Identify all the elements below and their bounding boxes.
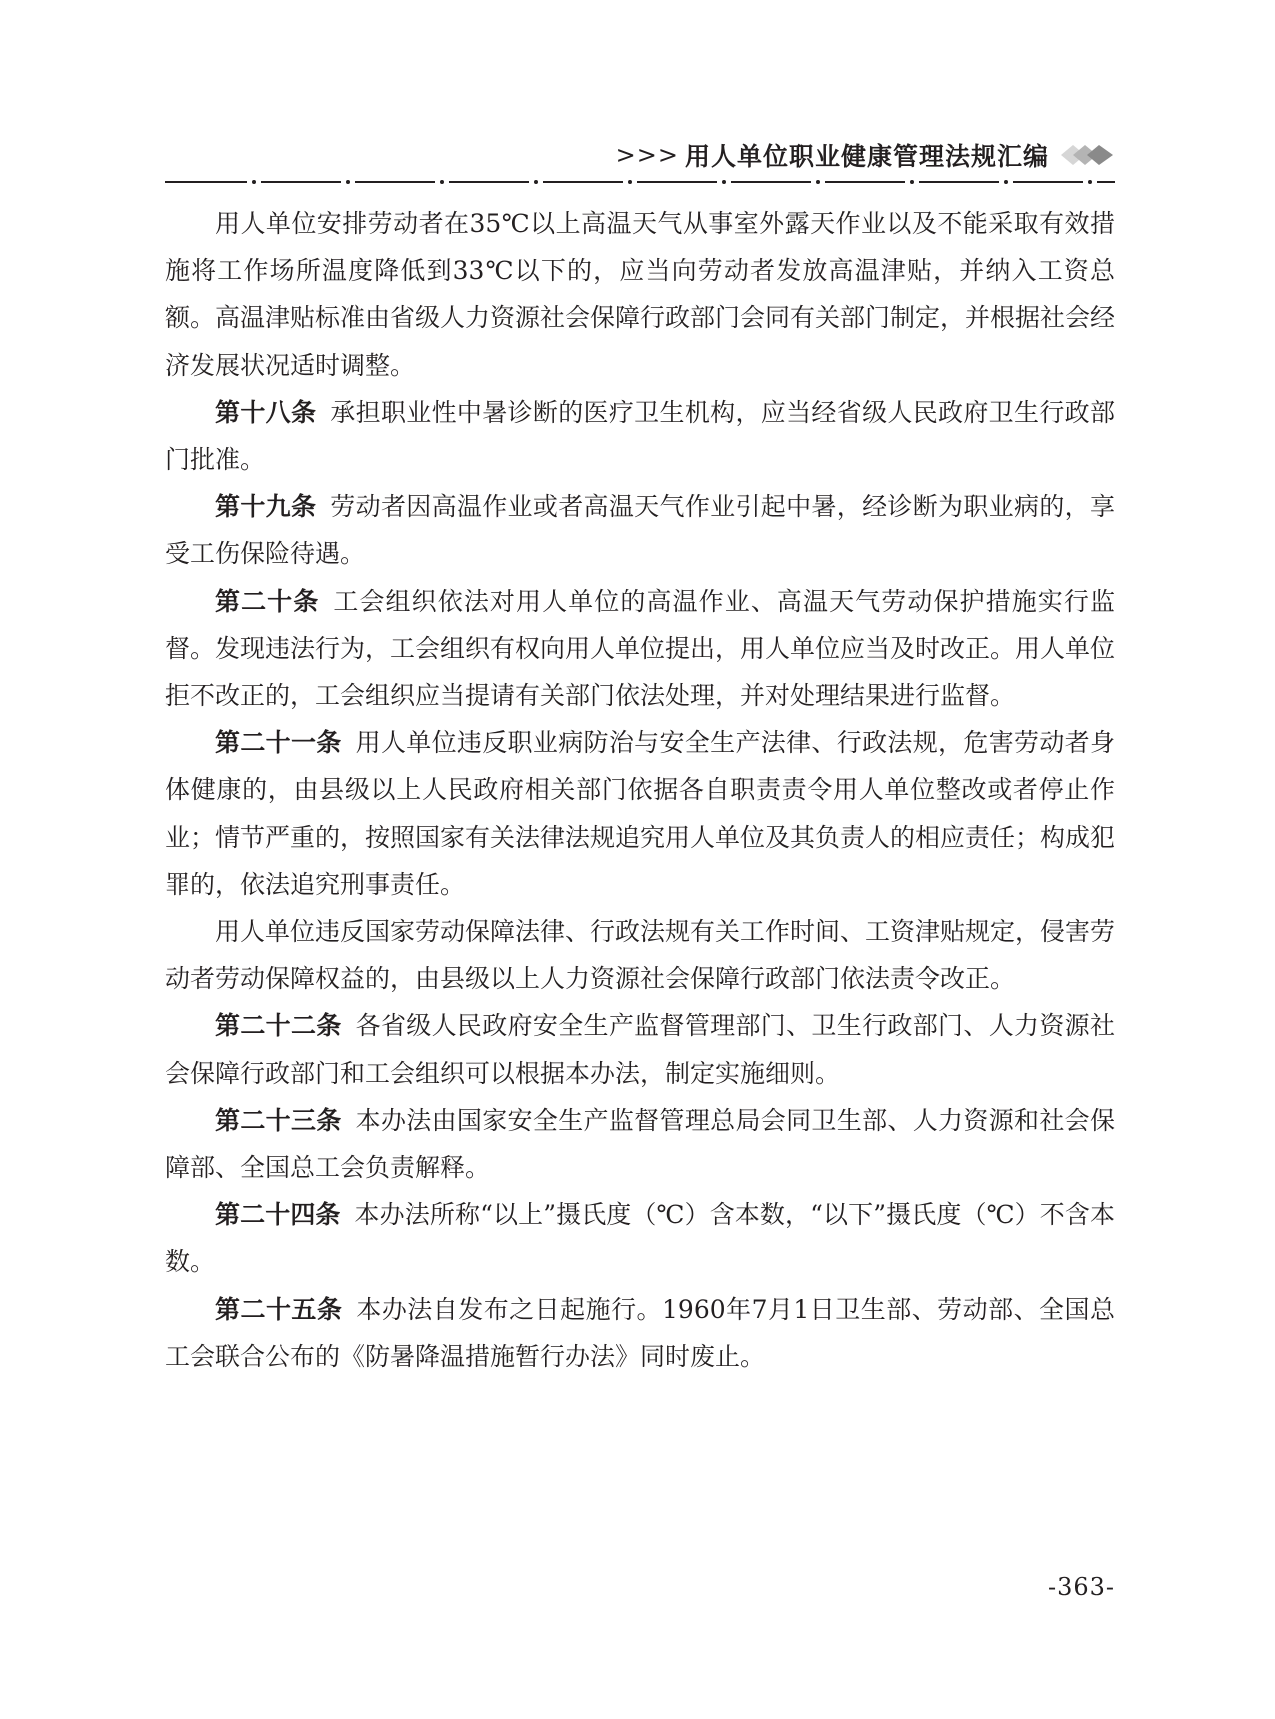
article-21-paragraph-2: 用人单位违反国家劳动保障法律、行政法规有关工作时间、工资津贴规定，侵害劳动者劳动保障权益的，由县级以上人力资源社会保障行政部门依法责令改正。 <box>165 917 1116 994</box>
article-number: 第十八条 <box>215 397 317 427</box>
article-18: 第十八条 承担职业性中暑诊断的医疗卫生机构，应当经省级人民政府卫生行政部门批准。 <box>165 397 1115 475</box>
running-header <box>165 134 1115 184</box>
article-number: 第二十三条 <box>215 1105 342 1135</box>
diamond-ornament-icon <box>1059 142 1115 168</box>
header-dotted-rule <box>165 178 1115 186</box>
article-20: 第二十条 工会组织依法对用人单位的高温作业、高温天气劳动保护措施实行监督。发现违法行为，工会组织有权向用人单位提出，用人单位应当及时改正。用人单位拒不改正的，工会组织应当提请有关部门依法处理，并对处理结果进行监督。 <box>165 586 1116 711</box>
article-number: 第二十二条 <box>215 1011 342 1041</box>
body-text <box>165 200 1115 1380</box>
article-24: 第二十四条 本办法所称“以上”摄氏度（℃）含本数，“以下”摄氏度（℃）不含本数。 <box>165 1200 1115 1277</box>
chevron-glyphs: >>> <box>615 141 679 169</box>
article-25: 第二十五条 本办法自发布之日起施行。1960年7月1日卫生部、劳动部、全国总工会联合公布的《防暑降温措施暂行办法》同时废止。 <box>165 1294 1115 1371</box>
article-23: 第二十三条 本办法由国家安全生产监督管理总局会同卫生部、人力资源和社会保障部、全国总工会负责解释。 <box>165 1105 1115 1183</box>
article-number: 第二十五条 <box>215 1294 343 1324</box>
article-19: 第十九条 劳动者因高温作业或者高温天气作业引起中暑，经诊断为职业病的，享受工伤保险待遇。 <box>165 492 1115 569</box>
paragraph-1: 用人单位安排劳动者在35℃以上高温天气从事室外露天作业以及不能采取有效措施将工作场所温度降低到33℃以下的，应当向劳动者发放高温津贴，并纳入工资总额。高温津贴标准由省级人力资源社会保障行政部门会同有关部门制定，并根据社会经济发展状况适时调整。 <box>165 209 1116 380</box>
article-number: 第十九条 <box>215 492 317 522</box>
article-21: 第二十一条 用人单位违反职业病防治与安全生产法律、行政法规，危害劳动者身体健康的，由县级以上人民政府相关部门依据各自职责责令用人单位整改或者停止作业；情节严重的，按照国家有关法律法规追究用人单位及其负责人的相应责任；构成犯罪的，依法追究刑事责任。 <box>165 728 1116 899</box>
article-number: 第二十一条 <box>215 728 342 758</box>
page-number: -363- <box>1047 1573 1115 1601</box>
article-number: 第二十四条 <box>215 1200 341 1230</box>
article-number: 第二十条 <box>215 586 320 616</box>
book-title: 用人单位职业健康管理法规汇编 <box>684 142 1049 171</box>
header-title-group <box>616 134 1115 176</box>
article-22: 第二十二条 各省级人民政府安全生产监督管理部门、卫生行政部门、人力资源社会保障行政部门和工会组织可以根据本办法，制定实施细则。 <box>165 1011 1115 1088</box>
